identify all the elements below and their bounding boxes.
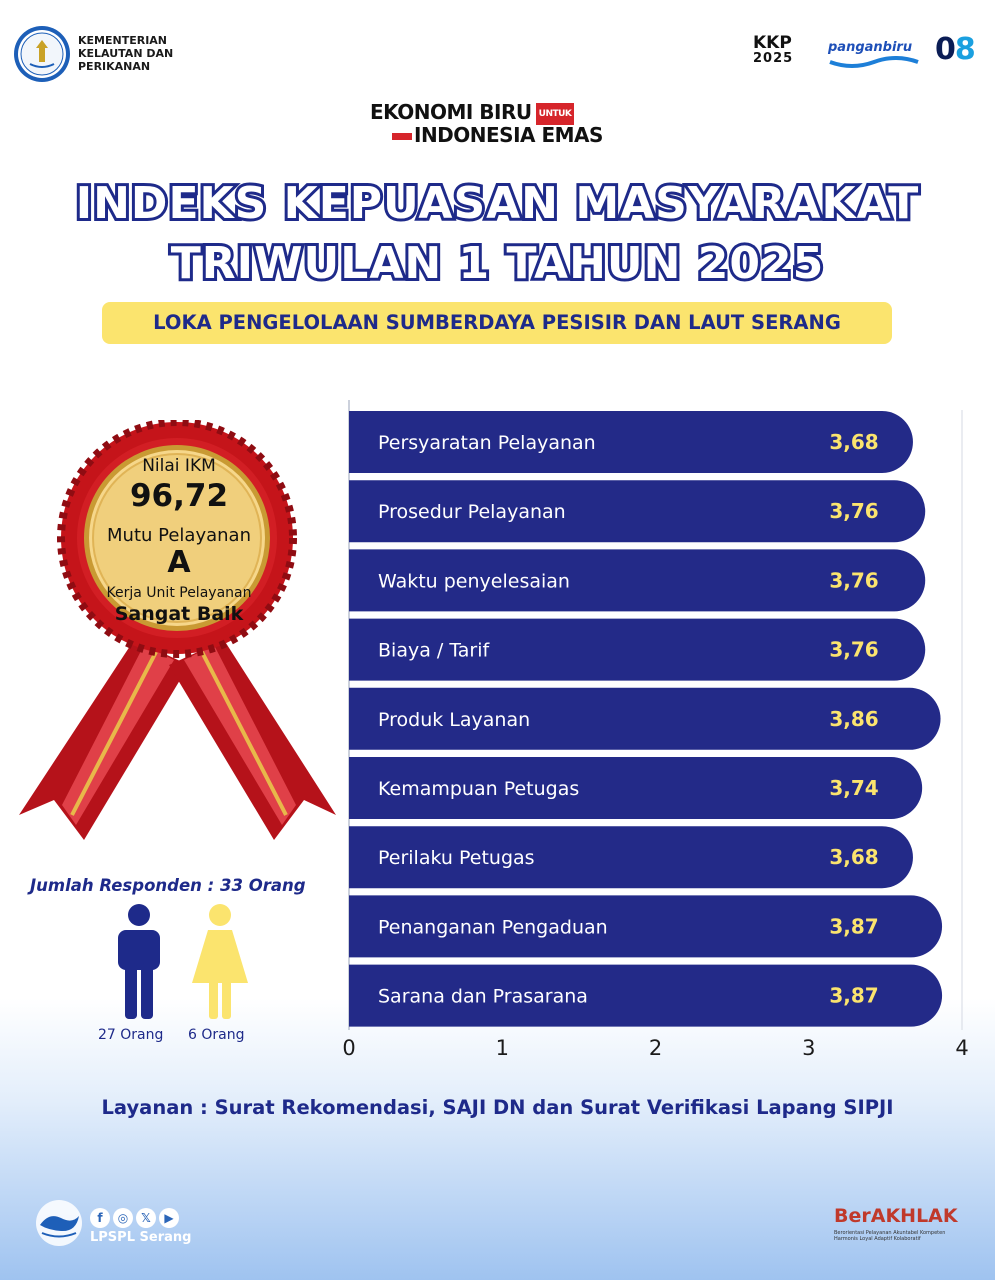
chart-x-tick-label: 4: [955, 1036, 969, 1060]
ministry-line: KEMENTERIAN: [78, 34, 168, 47]
chart-bar-value: 3,76: [829, 499, 879, 524]
medal-ribbon-left: [19, 640, 189, 840]
medal-ribbon-right: [169, 640, 336, 840]
ikm-bar-chart: [330, 400, 990, 1070]
chart-bar-value: 3,74: [829, 776, 879, 800]
respondent-total: Jumlah Responden : 33 Orang: [30, 876, 306, 895]
ministry-name: [78, 34, 173, 73]
tagline-line2: INDONESIA EMAS: [414, 122, 603, 147]
kkp-logo-year: 2025: [753, 51, 794, 66]
chart-bar-value: 3,68: [829, 845, 879, 870]
mutu-value: A: [167, 545, 191, 580]
female-count: 6 Orang: [188, 1027, 245, 1043]
chart-bar-label: Produk Layanan: [378, 708, 531, 731]
chart-bar-label: Penanganan Pengaduan: [378, 916, 608, 939]
berakhlak-logo: BerAKHLAK: [834, 1205, 958, 1227]
lpspl-logo: [34, 1198, 84, 1248]
chart-bar-value: 3,87: [829, 983, 879, 1008]
wave-icon: [828, 56, 920, 70]
logo-08-zero: 0: [935, 32, 955, 67]
facebook-icon[interactable]: f: [90, 1208, 110, 1228]
tagline-line1: EKONOMI BIRU: [370, 100, 532, 124]
page-subtitle-period: TRIWULAN 1 TAHUN 2025: [170, 238, 825, 289]
pangan-biru-text: panganbiru: [828, 40, 913, 55]
pangan-biru-logo: [828, 36, 920, 70]
unit-name-banner: LOKA PENGELOLAAN SUMBERDAYA PESISIR DAN LAUT SERANG: [102, 302, 892, 344]
ministry-line: PERIKANAN: [78, 60, 151, 73]
chart-bar-label: Persyaratan Pelayanan: [378, 432, 596, 454]
chart-x-tick-label: 1: [495, 1036, 509, 1060]
chart-bar-label: Kemampuan Petugas: [378, 778, 580, 800]
chart-bar-label: Prosedur Pelayanan: [378, 501, 566, 524]
chart-bar-value: 3,87: [829, 914, 879, 939]
chart-bar-label: Waktu penyelesaian: [378, 570, 570, 593]
kkp-2025-logo: [753, 33, 794, 66]
chart-x-tick-label: 2: [648, 1036, 663, 1060]
kkp-logo-text: KKP: [753, 33, 792, 53]
berakhlak-tagline: Berorientasi Pelayanan Akuntabel Kompeten Harmonis Loyal Adaptif Kolaboratif: [834, 1230, 946, 1242]
chart-bar-value: 3,68: [829, 430, 879, 454]
instagram-icon[interactable]: ◎: [113, 1208, 133, 1228]
logo-08-eight: 8: [954, 32, 975, 67]
social-handle: LPSPL Serang: [90, 1230, 192, 1245]
chart-bar-value: 3,76: [829, 568, 879, 593]
chart-bar-label: Sarana dan Prasarana: [378, 985, 588, 1008]
youtube-icon[interactable]: ▶: [159, 1208, 179, 1228]
ekonomi-biru-tagline: [370, 102, 620, 145]
ikm-value: 96,72: [129, 478, 229, 514]
services-text: Layanan : Surat Rekomendasi, SAJI DN dan Surat Verifikasi Lapang SIPJI: [101, 1096, 894, 1119]
chart-x-tick-label: 0: [342, 1036, 356, 1060]
male-person-icon: [112, 903, 166, 1019]
page-title: INDEKS KEPUASAN MASYARAKAT: [75, 178, 920, 229]
kerja-label: Kerja Unit Pelayanan: [106, 585, 252, 601]
mutu-label: Mutu Pelayanan: [107, 525, 251, 546]
chart-bar-value: 3,86: [829, 706, 879, 731]
logo-08: [935, 32, 975, 67]
social-links: [90, 1207, 182, 1228]
kkp-emblem-logo: [12, 24, 72, 84]
chart-x-tick-label: 3: [802, 1036, 816, 1060]
male-count: 27 Orang: [98, 1027, 164, 1043]
ministry-line: KELAUTAN DAN: [78, 47, 174, 60]
tagline-untuk-badge: UNTUK: [536, 103, 575, 125]
chart-bar-label: Biaya / Tarif: [378, 639, 490, 662]
female-person-icon: [190, 903, 250, 1019]
chart-bar-value: 3,76: [829, 637, 879, 662]
kerja-value: Sangat Baik: [114, 603, 244, 625]
x-icon[interactable]: 𝕏: [136, 1208, 156, 1228]
tagline-red-bar: [392, 133, 412, 140]
chart-bar-label: Perilaku Petugas: [378, 847, 535, 870]
ikm-label: Nilai IKM: [142, 456, 216, 476]
